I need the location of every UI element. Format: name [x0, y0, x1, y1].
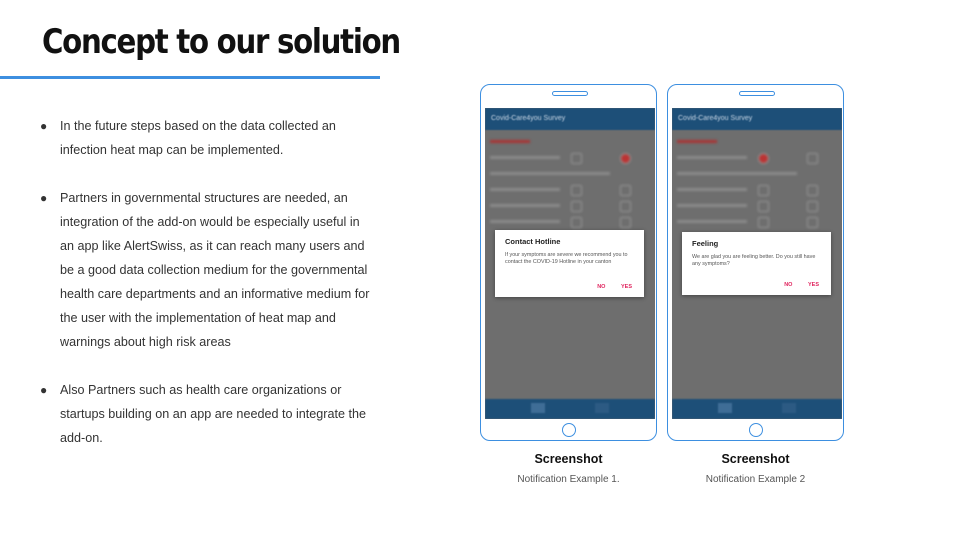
dialog-yes-button[interactable]: YES: [620, 284, 632, 290]
speaker-icon: [552, 91, 588, 96]
dialog-yes-button[interactable]: YES: [807, 282, 819, 288]
bottom-nav: [672, 399, 842, 419]
bullet-text: In the future steps based on the data collected an infection heat map can be implemented.: [60, 119, 336, 157]
dialog-actions: [770, 282, 819, 288]
home-button-icon: [749, 423, 763, 437]
caption-subtitle: Notification Example 1.: [517, 474, 620, 485]
dialog-title: Feeling: [692, 239, 719, 248]
speaker-icon: [739, 91, 775, 96]
bottom-nav: [485, 399, 655, 419]
survey-rows: [485, 134, 655, 230]
survey-tab-icon[interactable]: [531, 403, 545, 413]
bullet-icon: ●: [40, 191, 48, 205]
dialog-feeling: [682, 232, 831, 295]
caption-1: [480, 452, 657, 485]
bullet-icon: ●: [40, 119, 48, 133]
app-bar: Covid-Care4you Survey: [485, 108, 655, 130]
bullet-item: [40, 114, 375, 162]
app-bar: Covid-Care4you Survey: [672, 108, 842, 130]
info-tab-icon[interactable]: [595, 403, 609, 413]
caption-subtitle: Notification Example 2: [705, 474, 806, 485]
bullet-list: [40, 114, 375, 474]
dialog-no-button[interactable]: NO: [597, 284, 606, 290]
bullet-text: Also Partners such as health care organizations or startups building on an app are needed to integrate the add-on.: [60, 383, 366, 445]
bullet-item: [40, 186, 375, 354]
survey-tab-icon[interactable]: [718, 403, 732, 413]
dialog-body: We are glad you are feeling better. Do you still have any symptoms?: [692, 254, 816, 267]
bullet-item: [40, 378, 375, 450]
phone-screen: [672, 108, 842, 419]
phone-screen: [485, 108, 655, 419]
slide-title: Concept to our solution: [42, 22, 400, 62]
home-button-icon: [562, 423, 576, 437]
info-tab-icon[interactable]: [782, 403, 796, 413]
dialog-no-button[interactable]: NO: [784, 282, 793, 288]
dialog-title: Contact Hotline: [505, 237, 561, 246]
survey-rows: [672, 134, 842, 230]
dialog-body: If your symptoms are severe we recommend you to contact the COVID-19 Hotline in your canton: [505, 252, 628, 265]
phone-mockup-2: [667, 84, 844, 441]
caption-title: Screenshot: [721, 452, 790, 466]
dialog-contact-hotline: [495, 230, 644, 297]
caption-2: [667, 452, 844, 485]
dialog-actions: [583, 284, 632, 290]
bullet-text: Partners in governmental structures are needed, an integration of the add-on would be especially useful in an app like AlertSwiss, as it can reach many users and be a good data collection medium for the governmental health care departments and an informative medium for the user with the implementation of heat map and warnings about high risk areas: [60, 191, 370, 349]
bullet-icon: ●: [40, 383, 48, 397]
title-underline: [0, 76, 380, 79]
phone-mockup-1: [480, 84, 657, 441]
caption-title: Screenshot: [534, 452, 603, 466]
